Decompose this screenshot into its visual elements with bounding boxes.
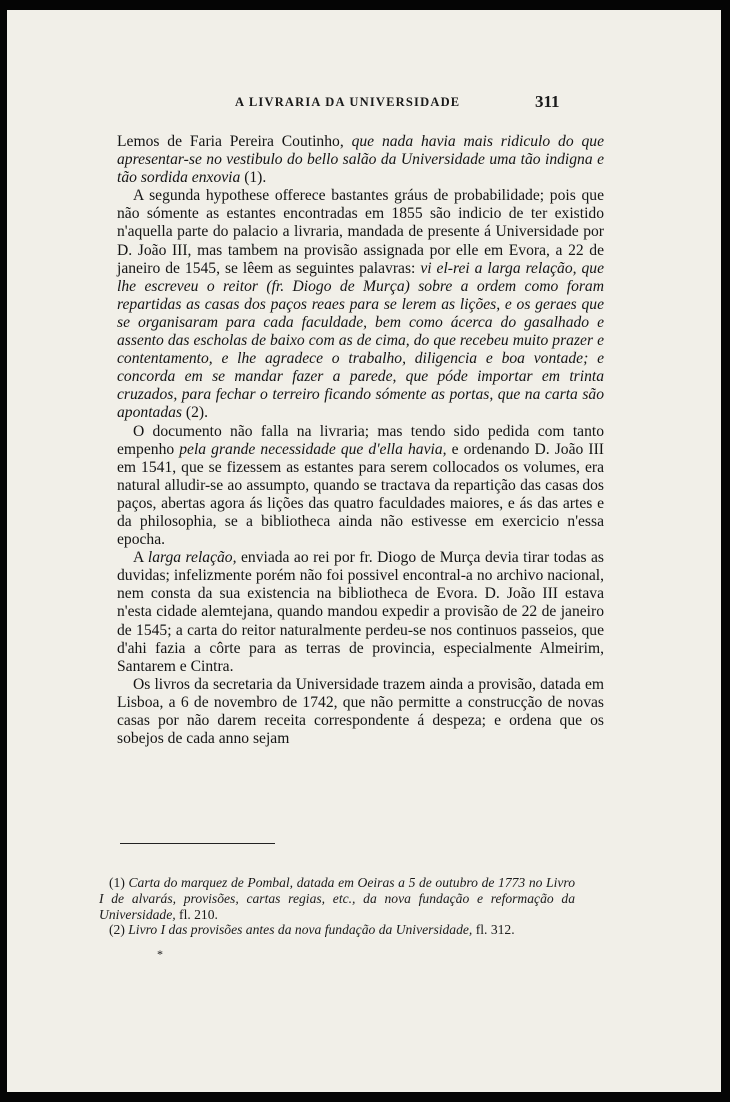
italic-quote: pela grande necessidade que d'ella havia, — [179, 440, 447, 458]
italic-quote: que nada havia mais ridiculo do que apresentar-se no vestibulo do bello salão da Universidade uma tão indigna e tão sordida enxovia — [117, 133, 604, 187]
book-page — [7, 10, 721, 1092]
footnote-folio: fl. 210. — [175, 906, 218, 922]
paragraph-3 — [117, 423, 604, 550]
text-run: enviada ao rei por fr. Diogo de Murça devia tirar todas as duvidas; infelizmente porém não foi possivel encontral-a no archivo nacional, nem consta da sua existencia na bibliotheca de Evora. D. João III estava n'esta cidade alemtejana, quando mandou expedir a provisão de 22 de janeiro de 1545; a carta do reitor naturalmente perdeu-se nos continuos passeios, que d'ahi fazia a côrte para as terras de provincia, especialmente Almeirim, Santarem e Cintra. — [117, 549, 604, 675]
text-run: Os livros da secretaria da Universidade trazem ainda a provisão, datada em Lisboa, a 6 de novembro de 1742, que não permitte a construcção de novas casas por não darem receita correspondente á despeza; e ordena que os sobejos de cada anno sejam — [117, 675, 604, 748]
main-text — [117, 133, 604, 748]
page-header — [7, 92, 721, 114]
paragraph-2 — [117, 187, 604, 422]
footnote-folio: fl. 312. — [472, 922, 515, 938]
paragraph-5 — [117, 676, 604, 748]
footnotes — [99, 875, 575, 938]
italic-quote: vi el-rei a larga relação, que lhe escreveu o reitor (fr. Diogo de Murça) sobre a ordem como foram repartidas as casas dos paços reaes para se lerem as lições, e os geraes que se organisaram para cada faculdade, bem como ácerca do gasalhado e assento das escholas de baixo com as de cima, do que recebeu muito prazer e contentamento, e lhe agradece o trabalho, diligencia e boa vontade; e concorda em se mandar fazer a parede, que póde importar em trinta cruzados, para fechar o terreiro ficando sómente as portas, que na carta são apontadas — [117, 259, 604, 422]
footnote-ref: (2). — [181, 404, 208, 422]
footnote-citation: Carta do marquez de Pombal, datada em Oeiras a 5 de outubro de 1773 no Livro I de alvarás, provisões, cartas regias, etc., da nova fundação e reformação da Universidade, — [99, 875, 575, 922]
page-number: 311 — [535, 92, 560, 111]
paragraph-1 — [117, 133, 604, 187]
running-title: A LIVRARIA DA UNIVERSIDADE — [235, 95, 461, 109]
footnote-1 — [99, 875, 575, 922]
footnote-ref: (1). — [240, 169, 267, 187]
text-run: O documento não falla na livraria; mas tendo sido pedida com tanto empenho — [117, 422, 604, 458]
paragraph-4 — [117, 549, 604, 676]
text-run: A — [133, 549, 148, 567]
footnote-number: (1) — [109, 875, 129, 890]
footnote-2 — [99, 922, 575, 938]
footnote-divider — [120, 843, 275, 844]
footnote-number: (2) — [109, 922, 129, 938]
text-run: Lemos de Faria Pereira Coutinho, — [117, 133, 352, 150]
printer-mark: * — [157, 947, 163, 961]
italic-quote: larga relação, — [147, 549, 237, 567]
footnote-citation: Livro I das provisões antes da nova fundação da Universidade, — [128, 922, 473, 938]
text-run: A segunda hypothese offerece bastantes gráus de probabilidade; pois que não sómente as estantes encontradas em 1855 são indicio de ter existido n'aquella parte do palacio a livraria, mandada de presente á Universidade por D. João III, mas tambem na provisão assignada por elle em Evora, a 22 de janeiro de 1545, se lêem as seguintes palavras: — [117, 187, 604, 277]
text-run: e ordenando D. João III em 1541, que se fizessem as estantes para serem collocados os volumes, era natural alludir-se ao assumpto, quando se tractava da repartição das casas dos paços, abertas agora ás lições das quatro faculdades maiores, e ás das artes e da philosophia, se a bibliotheca ainda não estivesse em exercicio n'essa epocha. — [117, 440, 604, 549]
